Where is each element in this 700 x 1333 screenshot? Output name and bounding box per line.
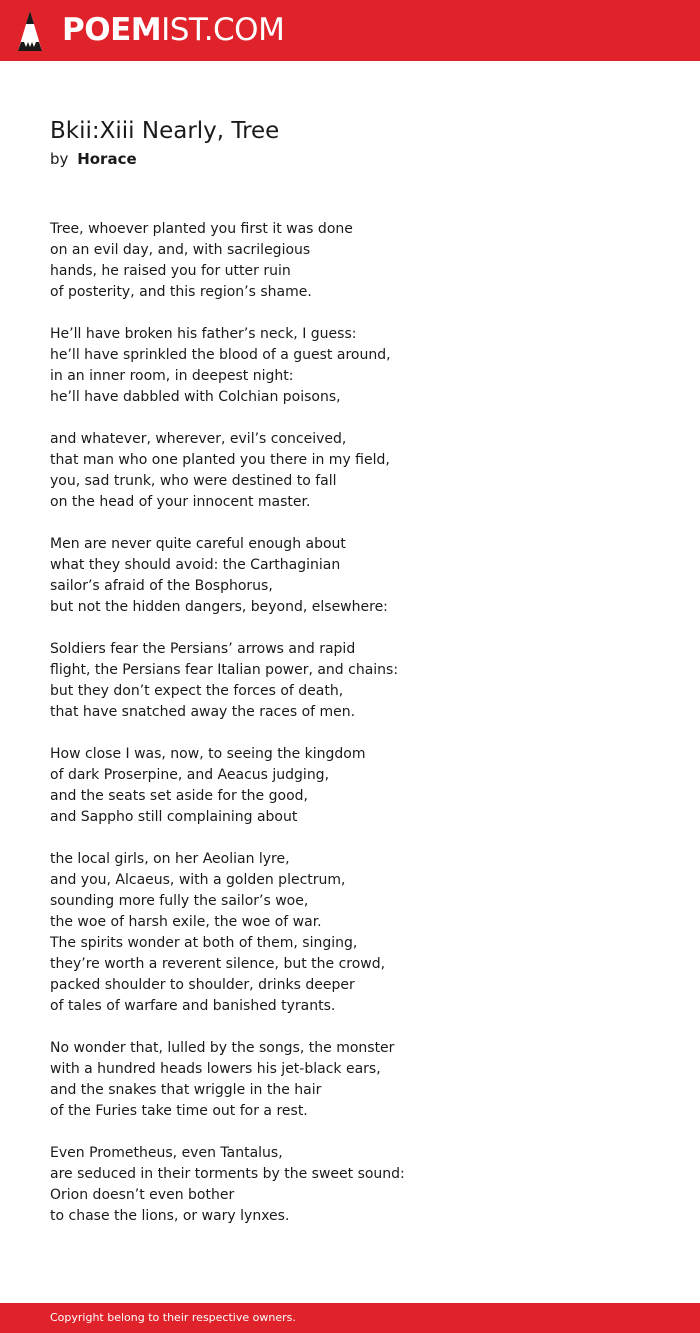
poem-line: he’ll have dabbled with Colchian poisons, (50, 389, 341, 405)
poem-stanza (50, 1143, 670, 1227)
poem-line: they’re worth a reverent silence, but the crowd, (50, 956, 386, 972)
poem-line: Men are never quite careful enough about (50, 536, 346, 552)
poem-line: you, sad trunk, who were destined to fall (50, 473, 337, 489)
poem-line: are seduced in their torments by the sweet sound: (50, 1166, 405, 1182)
poem-line: in an inner room, in deepest night: (50, 368, 294, 384)
poem-stanza (50, 219, 670, 303)
poem-line: Tree, whoever planted you first it was done (50, 221, 353, 237)
poem-body (50, 219, 670, 1248)
poem-line: Orion doesn’t even bother (50, 1187, 235, 1203)
logo-bold-text: POEM (62, 12, 162, 48)
poem-line: on an evil day, and, with sacrilegious (50, 242, 311, 258)
poem-line: of dark Proserpine, and Aeacus judging, (50, 767, 330, 783)
poem-line: packed shoulder to shoulder, drinks deeper (50, 977, 355, 993)
poem-line: that have snatched away the races of men. (50, 704, 356, 720)
poem-line: of posterity, and this region’s shame. (50, 284, 312, 300)
poem-line: but not the hidden dangers, beyond, elsewhere: (50, 599, 388, 615)
poem-line: sounding more fully the sailor’s woe, (50, 893, 309, 909)
poem-line: of the Furies take time out for a rest. (50, 1103, 308, 1119)
poem-line: Soldiers fear the Persians’ arrows and rapid (50, 641, 356, 657)
poem-line: flight, the Persians fear Italian power, and chains: (50, 662, 399, 678)
poem-line: but they don’t expect the forces of death, (50, 683, 344, 699)
poem-line: the local girls, on her Aeolian lyre, (50, 851, 290, 867)
poem-title: Bkii:Xiii Nearly, Tree (50, 118, 280, 144)
poem-author[interactable]: Horace (77, 150, 137, 168)
pencil-tip-icon (17, 10, 43, 52)
poem-line: He’ll have broken his father’s neck, I guess: (50, 326, 357, 342)
poem-line: and Sappho still complaining about (50, 809, 298, 825)
poem-stanza (50, 744, 670, 828)
poem-line: he’ll have sprinkled the blood of a guest around, (50, 347, 391, 363)
poem-line: of tales of warfare and banished tyrants. (50, 998, 336, 1014)
site-logo[interactable] (62, 12, 284, 48)
logo-light-text: IST.COM (161, 12, 285, 48)
poem-line: on the head of your innocent master. (50, 494, 311, 510)
poem-stanza (50, 849, 670, 1017)
poem-line: The spirits wonder at both of them, singing, (50, 935, 358, 951)
poem-line: with a hundred heads lowers his jet-black ears, (50, 1061, 381, 1077)
poem-line: No wonder that, lulled by the songs, the monster (50, 1040, 395, 1056)
poem-line: the woe of harsh exile, the woe of war. (50, 914, 322, 930)
poem-line: and whatever, wherever, evil’s conceived, (50, 431, 347, 447)
poem-stanza (50, 639, 670, 723)
poem-stanza (50, 429, 670, 513)
poem-stanza (50, 324, 670, 408)
poem-line: sailor’s afraid of the Bosphorus, (50, 578, 273, 594)
poem-line: How close I was, now, to seeing the kingdom (50, 746, 366, 762)
poem-line: to chase the lions, or wary lynxes. (50, 1208, 290, 1224)
poem-line: that man who one planted you there in my field, (50, 452, 390, 468)
site-footer (0, 1303, 700, 1333)
poem-line: what they should avoid: the Carthaginian (50, 557, 341, 573)
poem-line: hands, he raised you for utter ruin (50, 263, 291, 279)
copyright-text: Copyright belong to their respective owners. (50, 1311, 296, 1324)
poem-line: Even Prometheus, even Tantalus, (50, 1145, 283, 1161)
site-header (0, 0, 700, 61)
poem-line: and you, Alcaeus, with a golden plectrum, (50, 872, 346, 888)
poem-stanza (50, 534, 670, 618)
byline (50, 149, 137, 169)
poem-line: and the seats set aside for the good, (50, 788, 308, 804)
poem-stanza (50, 1038, 670, 1122)
by-label: by (50, 150, 69, 168)
poem-line: and the snakes that wriggle in the hair (50, 1082, 322, 1098)
